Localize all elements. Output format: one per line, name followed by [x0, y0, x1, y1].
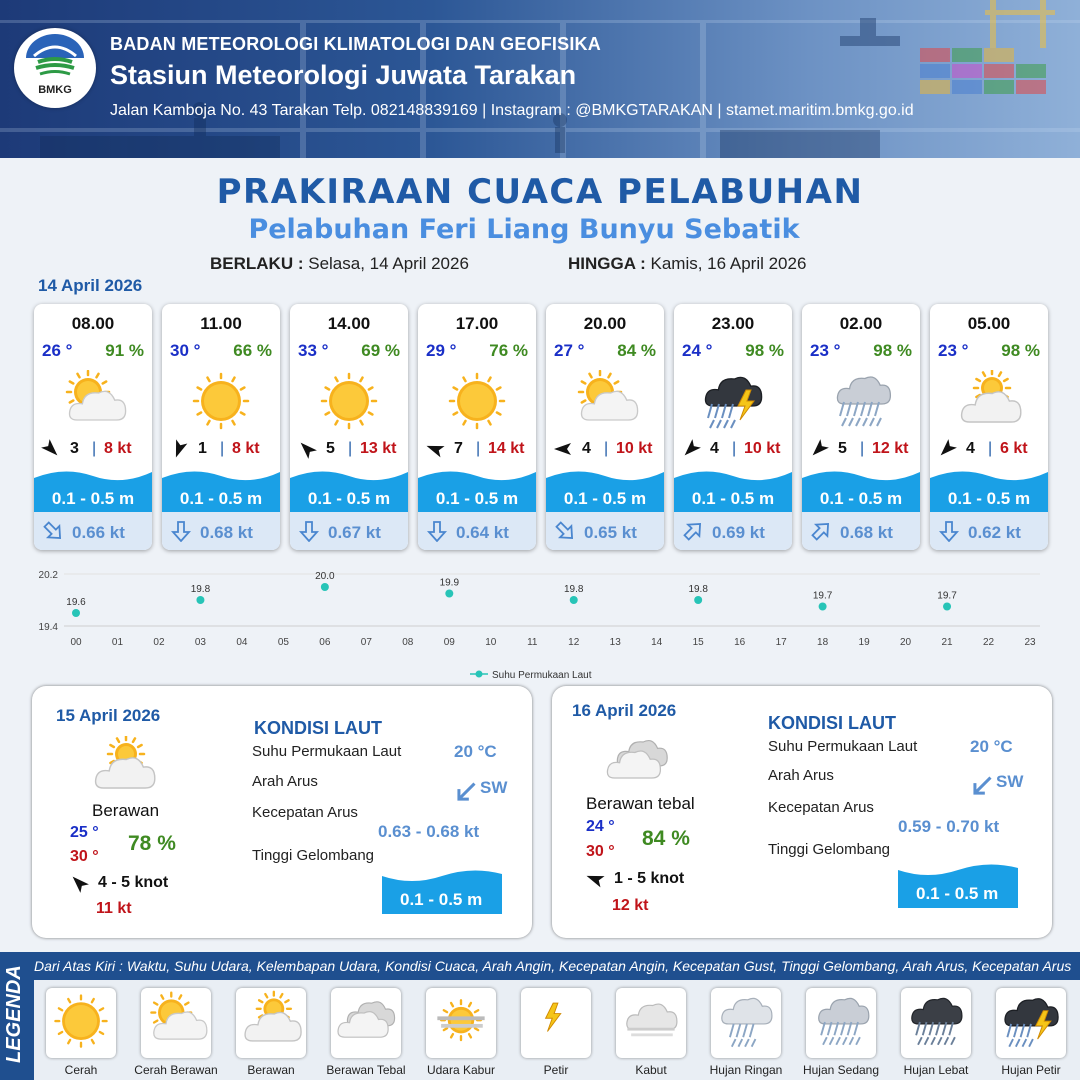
- legend-icon-box: [711, 988, 781, 1058]
- forecast-time: 23.00: [711, 314, 755, 333]
- separator: |: [732, 440, 737, 457]
- gust-speed: 12 kt: [872, 440, 909, 457]
- current-speed: 0.69 kt: [712, 523, 765, 542]
- day-temp-max: 30 °: [586, 843, 615, 860]
- current-direction-icon: [170, 520, 192, 542]
- day-wind-speed: 1 - 5 knot: [614, 870, 685, 887]
- x-tick-label: 00: [70, 637, 82, 648]
- data-point: [819, 603, 827, 611]
- x-tick-label: 14: [651, 637, 663, 648]
- humidity: 76 %: [489, 341, 528, 360]
- day-temp-min: 25 °: [70, 824, 99, 841]
- air-temperature: 33 °: [298, 341, 329, 360]
- day-panel-1: [32, 686, 532, 938]
- data-point: [72, 609, 80, 617]
- day-gust: 11 kt: [96, 900, 132, 917]
- sea-condition-title: KONDISI LAUT: [768, 713, 896, 733]
- day-temp-max: 30 °: [70, 848, 99, 865]
- wave-height: 0.1 - 0.5 m: [563, 489, 647, 508]
- valid-from-label: BERLAKU :: [210, 254, 304, 273]
- legend-label: Hujan Petir: [1001, 1063, 1061, 1077]
- x-tick-label: 17: [775, 637, 787, 648]
- valid-to: [568, 254, 806, 274]
- cerah-berawan-icon: [570, 370, 640, 432]
- day-humidity: 84 %: [642, 827, 690, 850]
- x-tick-label: 03: [194, 637, 206, 648]
- station-name: Stasiun Meteorologi Juwata Tarakan: [110, 60, 577, 90]
- wave-height: 0.1 - 0.5 m: [435, 489, 519, 508]
- wind-direction-icon: [40, 438, 62, 460]
- data-label: 19.8: [190, 584, 211, 595]
- x-tick-label: 16: [734, 637, 746, 648]
- air-temperature: 26 °: [42, 341, 73, 360]
- berawan-icon: [88, 736, 158, 796]
- separator: |: [476, 440, 481, 457]
- y-tick-label: 20.2: [38, 570, 58, 581]
- berawan-tebal-icon: [331, 988, 401, 1058]
- berawan-icon: [954, 370, 1024, 432]
- hujan-petir-icon: [996, 988, 1066, 1058]
- wind-speed: 4: [582, 440, 591, 457]
- x-tick-label: 23: [1024, 637, 1036, 648]
- wind-direction-icon: [584, 868, 606, 890]
- hujan-lebat-icon: [901, 988, 971, 1058]
- gust-speed: 8 kt: [232, 440, 260, 457]
- current-direction-icon: [426, 520, 448, 542]
- legend-icon-box: [616, 988, 686, 1058]
- x-tick-label: 06: [319, 637, 331, 648]
- station-contact: Jalan Kamboja No. 43 Tarakan Telp. 082148839169 | Instagram : @BMKGTARAKAN | stamet.maritim.bmkg.go.id: [110, 102, 914, 119]
- current-direction-icon: [554, 520, 576, 542]
- hujan-sedang-icon: [806, 988, 876, 1058]
- legend-icon-box: [141, 988, 211, 1058]
- separator: |: [92, 440, 97, 457]
- legend-icon-box: [236, 988, 306, 1058]
- day-date: 16 April 2026: [572, 701, 677, 720]
- forecast-card: [546, 304, 664, 550]
- legend-label: Cerah Berawan: [134, 1063, 218, 1077]
- forecast-card: [418, 304, 536, 550]
- berawan-tebal-icon: [602, 730, 672, 790]
- x-tick-label: 04: [236, 637, 248, 648]
- cerah-icon: [186, 370, 256, 432]
- current-direction-icon: [42, 520, 64, 542]
- wind-direction-icon: [424, 438, 446, 460]
- day-date: 15 April 2026: [56, 706, 161, 725]
- x-tick-label: 08: [402, 637, 414, 648]
- legend-icon-box: [331, 988, 401, 1058]
- wave-height-label: Tinggi Gelombang: [768, 841, 891, 858]
- valid-from-value: Selasa, 14 April 2026: [308, 254, 469, 273]
- air-temperature: 30 °: [170, 341, 201, 360]
- day-condition: Berawan: [92, 801, 160, 820]
- current-speed: 0.66 kt: [72, 523, 125, 542]
- header-banner: [0, 0, 1080, 158]
- current-speed-label: Kecepatan Arus: [252, 804, 358, 821]
- data-label: 19.9: [439, 577, 460, 589]
- current-direction-icon: [810, 520, 832, 542]
- x-tick-label: 22: [982, 637, 995, 648]
- data-point: [196, 596, 204, 604]
- sst-value: 20 °C: [454, 742, 497, 761]
- kabut-icon: [616, 988, 686, 1058]
- forecast-card: [930, 304, 1048, 550]
- forecast-time: 17.00: [455, 314, 499, 333]
- wave-height: 0.1 - 0.5 m: [51, 489, 135, 508]
- air-temperature: 23 °: [938, 341, 969, 360]
- current-row: [802, 512, 920, 550]
- wind-speed: 4: [966, 440, 975, 457]
- wind-direction-icon: [296, 438, 318, 460]
- data-point: [570, 596, 578, 604]
- wind-direction-icon: [68, 872, 90, 894]
- bmkg-logo: [14, 28, 96, 108]
- legend-label: Hujan Ringan: [709, 1063, 783, 1077]
- forecast-card: [162, 304, 280, 550]
- air-temperature: 29 °: [426, 341, 457, 360]
- current-direction-label: Arah Arus: [252, 773, 318, 790]
- forecast-date: 14 April 2026: [38, 276, 143, 295]
- current-direction-icon: [938, 520, 960, 542]
- hujan-ringan-icon: [711, 988, 781, 1058]
- wave-height: 0.1 - 0.5 m: [179, 489, 263, 508]
- air-temperature: 24 °: [682, 341, 713, 360]
- current-row: [546, 512, 664, 550]
- day-wind-speed: 4 - 5 knot: [98, 874, 169, 891]
- x-tick-label: 11: [527, 637, 538, 648]
- current-speed: 0.67 kt: [328, 523, 381, 542]
- legend-icon-box: [806, 988, 876, 1058]
- valid-to-value: Kamis, 16 April 2026: [650, 254, 807, 273]
- wind-direction-icon: [808, 438, 830, 460]
- humidity: 84 %: [617, 341, 656, 360]
- x-tick-label: 12: [568, 637, 580, 648]
- x-tick-label: 09: [443, 637, 455, 648]
- current-speed: 0.68 kt: [840, 523, 893, 542]
- data-label: 19.8: [688, 584, 708, 595]
- berawan-icon: [236, 988, 306, 1058]
- sst-label: Suhu Permukaan Laut: [252, 743, 402, 760]
- legend-label: Hujan Sedang: [802, 1063, 880, 1077]
- data-label: 20.0: [315, 571, 335, 582]
- gust-speed: 10 kt: [744, 440, 781, 457]
- legend-label: Cerah: [64, 1063, 98, 1077]
- legend-description: Dari Atas Kiri : Waktu, Suhu Udara, Kelembapan Udara, Kondisi Cuaca, Arah Angin, Kecepatan Angin, Kecepatan Gust, Tinggi Gelombang, Arah Arus, Kecepatan Arus: [34, 958, 1072, 974]
- x-tick-label: 15: [692, 637, 704, 648]
- current-direction-icon: [968, 772, 996, 800]
- current-row: [290, 512, 408, 550]
- forecast-card: [802, 304, 920, 550]
- separator: |: [604, 440, 609, 457]
- humidity: 69 %: [361, 341, 400, 360]
- humidity: 98 %: [1001, 341, 1040, 360]
- humidity: 66 %: [233, 341, 272, 360]
- forecast-card: [34, 304, 152, 550]
- forecast-card: [674, 304, 792, 550]
- agency-name: BADAN METEOROLOGI KLIMATOLOGI DAN GEOFISIKA: [110, 34, 601, 54]
- separator: |: [860, 440, 865, 457]
- bmkg-emblem-icon: [14, 28, 96, 88]
- day-temp-min: 24 °: [586, 818, 615, 835]
- legend-icon-box: [46, 988, 116, 1058]
- wind-direction-icon: [168, 438, 190, 460]
- data-point: [445, 590, 453, 598]
- legend-label: Hujan Lebat: [903, 1063, 969, 1077]
- separator: |: [988, 440, 993, 457]
- current-direction-icon: [298, 520, 320, 542]
- current-direction-value: SW: [480, 778, 508, 797]
- x-tick-label: 21: [941, 637, 953, 648]
- current-speed-value: 0.59 - 0.70 kt: [898, 817, 1000, 836]
- wind-speed: 4: [710, 440, 719, 457]
- air-temperature: 23 °: [810, 341, 841, 360]
- current-row: [674, 512, 792, 550]
- day-panel-2: [552, 686, 1052, 938]
- valid-to-label: HINGGA :: [568, 254, 646, 273]
- wave-height-value: 0.1 - 0.5 m: [400, 890, 483, 909]
- cerah-berawan-icon: [141, 988, 211, 1058]
- current-direction-label: Arah Arus: [768, 767, 834, 784]
- current-row: [418, 512, 536, 550]
- wind-speed: 7: [454, 440, 463, 457]
- gust-speed: 13 kt: [360, 440, 397, 457]
- petir-icon: [521, 988, 591, 1058]
- wave-height: 0.1 - 0.5 m: [307, 489, 391, 508]
- forecast-time: 20.00: [583, 314, 627, 333]
- humidity: 91 %: [105, 341, 144, 360]
- udara-kabur-icon: [426, 988, 496, 1058]
- current-speed: 0.68 kt: [200, 523, 253, 542]
- humidity: 98 %: [745, 341, 784, 360]
- legend-label: Kabut: [635, 1063, 667, 1077]
- data-label: 19.8: [564, 584, 584, 595]
- cerah-icon: [46, 988, 116, 1058]
- valid-from: [210, 254, 469, 274]
- data-point: [321, 583, 329, 591]
- wave-height: 0.1 - 0.5 m: [947, 489, 1031, 508]
- legend-icon-box: [426, 988, 496, 1058]
- x-tick-label: 13: [609, 637, 621, 648]
- y-tick-label: 19.4: [38, 622, 58, 633]
- gust-speed: 14 kt: [488, 440, 525, 457]
- x-tick-label: 01: [111, 637, 124, 648]
- page-subtitle: Pelabuhan Feri Liang Bunyu Sebatik: [248, 214, 800, 245]
- air-temperature: 27 °: [554, 341, 585, 360]
- forecast-time: 02.00: [839, 314, 883, 333]
- wave-height: 0.1 - 0.5 m: [691, 489, 775, 508]
- x-tick-label: 19: [858, 637, 870, 648]
- current-speed: 0.64 kt: [456, 523, 509, 542]
- legend-icon-box: [521, 988, 591, 1058]
- wind-speed: 3: [70, 440, 79, 457]
- gust-speed: 6 kt: [1000, 440, 1028, 457]
- gust-speed: 8 kt: [104, 440, 132, 457]
- current-speed: 0.65 kt: [584, 523, 637, 542]
- data-point: [943, 603, 951, 611]
- current-speed-value: 0.63 - 0.68 kt: [378, 822, 480, 841]
- x-tick-label: 20: [900, 637, 912, 648]
- humidity: 98 %: [873, 341, 912, 360]
- wave-height-value: 0.1 - 0.5 m: [916, 884, 999, 903]
- logo-text: BMKG: [38, 84, 72, 96]
- wind-direction-icon: [936, 438, 958, 460]
- legend-title: LEGENDA: [3, 965, 25, 1063]
- wind-direction-icon: [552, 438, 574, 460]
- legend-icon-box: [996, 988, 1066, 1058]
- x-tick-label: 10: [485, 637, 497, 648]
- sea-surface-temperature-chart: [36, 566, 1040, 688]
- forecast-time: 08.00: [71, 314, 115, 333]
- cerah-berawan-icon: [58, 370, 128, 432]
- forecast-time: 14.00: [327, 314, 371, 333]
- wave-height-label: Tinggi Gelombang: [252, 847, 375, 864]
- data-label: 19.6: [66, 597, 86, 608]
- wind-speed: 1: [198, 440, 207, 457]
- day-gust: 12 kt: [612, 897, 649, 914]
- data-label: 19.7: [812, 590, 833, 602]
- current-speed: 0.62 kt: [968, 523, 1021, 542]
- day-condition: Berawan tebal: [586, 794, 695, 813]
- current-row: [930, 512, 1048, 550]
- wave-height: 0.1 - 0.5 m: [819, 489, 903, 508]
- data-label: 19.7: [937, 590, 957, 602]
- current-row: [34, 512, 152, 550]
- data-point: [694, 596, 702, 604]
- current-direction-icon: [452, 778, 480, 806]
- legend-label: Suhu Permukaan Laut: [492, 670, 592, 681]
- x-tick-label: 18: [817, 637, 829, 648]
- separator: |: [220, 440, 225, 457]
- current-direction-icon: [682, 520, 704, 542]
- cerah-icon: [314, 370, 384, 432]
- forecast-card: [290, 304, 408, 550]
- page-title: PRAKIRAAN CUACA PELABUHAN: [216, 172, 864, 212]
- x-tick-label: 05: [277, 637, 289, 648]
- legend-label: Udara Kabur: [426, 1063, 496, 1077]
- cerah-icon: [442, 370, 512, 432]
- day-humidity: 78 %: [128, 832, 176, 855]
- wind-speed: 5: [326, 440, 335, 457]
- hujan-petir-icon: [698, 370, 768, 432]
- sst-value: 20 °C: [970, 737, 1013, 756]
- x-tick-label: 02: [153, 637, 165, 648]
- forecast-time: 05.00: [967, 314, 1011, 333]
- current-speed-label: Kecepatan Arus: [768, 799, 874, 816]
- legend-icon-box: [901, 988, 971, 1058]
- wind-speed: 5: [838, 440, 847, 457]
- legend-marker: [476, 671, 483, 678]
- gust-speed: 10 kt: [616, 440, 653, 457]
- legend-label: Petir: [543, 1063, 569, 1077]
- hujan-sedang-icon: [826, 370, 896, 432]
- current-row: [162, 512, 280, 550]
- sea-condition-title: KONDISI LAUT: [254, 718, 382, 738]
- legend-label: Berawan Tebal: [326, 1063, 406, 1077]
- legend-label: Berawan: [247, 1063, 295, 1077]
- sst-label: Suhu Permukaan Laut: [768, 738, 918, 755]
- current-direction-value: SW: [996, 772, 1024, 791]
- wind-direction-icon: [680, 438, 702, 460]
- separator: |: [348, 440, 353, 457]
- forecast-time: 11.00: [200, 314, 242, 333]
- x-tick-label: 07: [360, 637, 372, 648]
